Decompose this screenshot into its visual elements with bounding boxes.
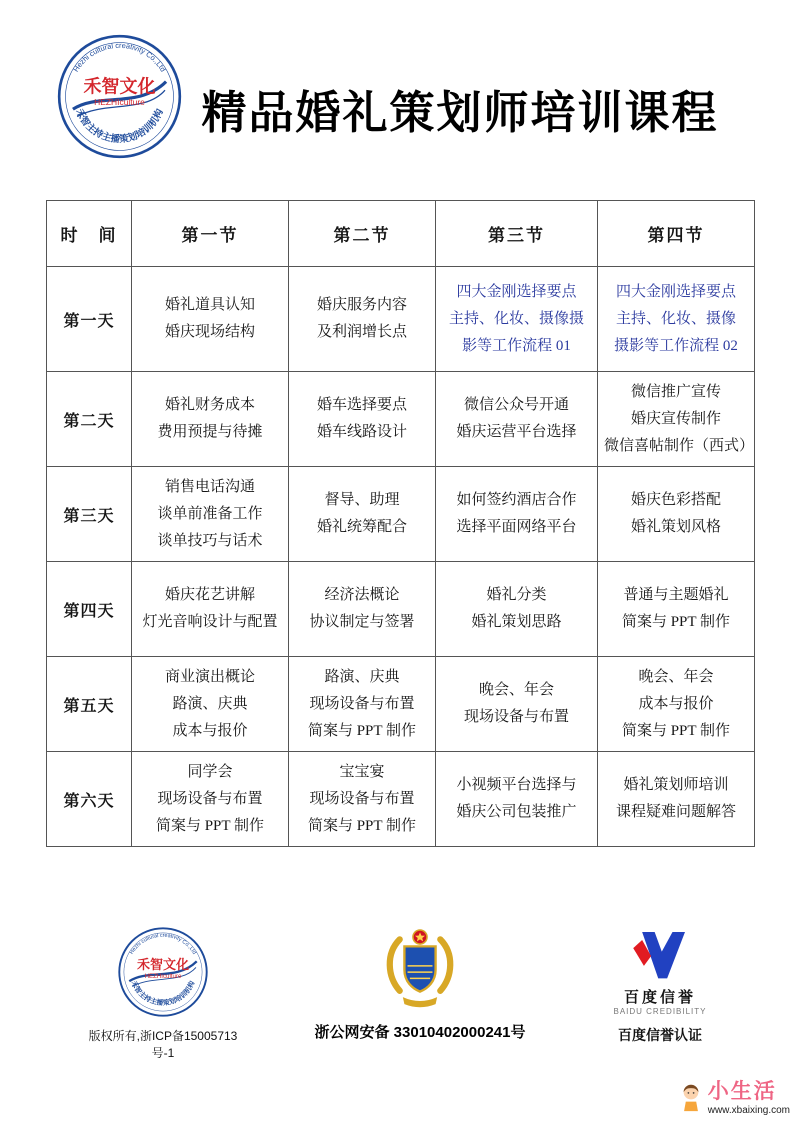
svg-text:Hezhi cultural creativity Co.,: Hezhi cultural creativity Co.,Ltd	[71, 40, 168, 74]
course-cell	[598, 562, 755, 657]
watermark-site-url: www.xbaixing.com	[707, 1105, 790, 1117]
course-line: 微信公众号开通	[463, 397, 569, 413]
baidu-certification-text: 百度信誉认证	[618, 1027, 702, 1043]
day-label: 第三天	[47, 467, 132, 562]
course-line: 宝宝宴	[339, 763, 385, 780]
police-filing-text: 浙公网安备 33010402000241号	[314, 1024, 526, 1041]
course-line: 婚庆宣传制作	[630, 410, 721, 427]
police-badge-icon	[381, 924, 459, 1014]
course-line: 婚礼分类	[486, 587, 547, 603]
watermark-character-icon	[678, 1082, 704, 1116]
course-cell	[436, 657, 598, 752]
table-header-row	[47, 201, 755, 267]
footer	[0, 924, 800, 1064]
svg-text:禾智文化: 禾智文化	[83, 76, 156, 97]
copyright-text: 版权所有,浙ICP备15005713号-1	[88, 1029, 238, 1060]
course-schedule-table	[46, 200, 755, 847]
baidu-credibility-sublabel: BAIDU CREDIBILITY	[613, 1007, 707, 1016]
course-cell	[436, 752, 598, 847]
course-line: 简案与 PPT 制作	[155, 817, 265, 834]
baidu-credibility-icon	[631, 932, 689, 982]
course-line: 婚庆色彩搭配	[630, 492, 721, 508]
course-line: 协议制定与签署	[309, 614, 415, 630]
svg-text:禾智主持主播策划培训机构: 禾智主持主播策划培训机构	[73, 107, 166, 146]
course-cell	[132, 562, 289, 657]
course-cell	[289, 657, 436, 752]
svg-text:HEZHIculture: HEZHIculture	[94, 96, 145, 107]
course-cell	[132, 372, 289, 467]
course-line: 路演、庆典	[172, 695, 248, 712]
course-line: 销售电话沟通	[164, 478, 255, 495]
course-line: 主持、化妆、摄像	[615, 310, 736, 327]
table-row	[47, 467, 755, 562]
course-line: 四大金刚选择要点	[615, 283, 736, 300]
course-line: 商业演出概论	[164, 668, 255, 685]
footer-company-logo	[117, 926, 209, 1018]
course-cell	[289, 372, 436, 467]
day-label: 第一天	[47, 267, 132, 372]
course-line: 现场设备与布置	[309, 790, 415, 807]
course-line: 婚庆公司包装推广	[456, 804, 577, 820]
course-cell	[436, 562, 598, 657]
course-cell	[598, 267, 755, 372]
course-line: 婚庆服务内容	[316, 297, 407, 313]
course-line: 婚车选择要点	[316, 397, 407, 413]
course-cell	[436, 467, 598, 562]
course-line: 成本与报价	[172, 722, 248, 739]
course-line: 简案与 PPT 制作	[307, 722, 417, 739]
course-line: 婚礼财务成本	[164, 397, 255, 413]
course-line: 现场设备与布置	[157, 790, 263, 807]
course-line: 简案与 PPT 制作	[621, 614, 731, 630]
baidu-credibility-label: 百度信誉	[623, 989, 696, 1006]
course-line: 四大金刚选择要点	[456, 283, 577, 300]
course-line: 同学会	[187, 763, 233, 780]
session-column-header: 第三节	[436, 201, 598, 267]
course-line: 现场设备与布置	[309, 695, 415, 712]
course-line: 婚庆运营平台选择	[456, 424, 577, 440]
table-row	[47, 562, 755, 657]
watermark-site-name: 小生活	[707, 1080, 777, 1103]
day-label: 第四天	[47, 562, 132, 657]
table-row	[47, 752, 755, 847]
course-cell	[436, 267, 598, 372]
svg-text:HEZHIculture: HEZHIculture	[144, 973, 182, 981]
watermark	[678, 1080, 790, 1116]
session-column-header: 第二节	[289, 201, 436, 267]
footer-police-block	[295, 924, 545, 1042]
course-line: 简案与 PPT 制作	[621, 722, 731, 739]
table-row	[47, 657, 755, 752]
company-logo	[56, 33, 183, 160]
day-label: 第二天	[47, 372, 132, 467]
course-line: 如何签约酒店合作	[456, 492, 577, 508]
course-cell	[598, 752, 755, 847]
course-line: 婚礼道具认知	[164, 297, 255, 313]
svg-text:禾智文化: 禾智文化	[136, 956, 190, 972]
day-label: 第五天	[47, 657, 132, 752]
course-line: 婚庆花艺讲解	[164, 587, 255, 603]
course-cell	[132, 267, 289, 372]
svg-text:Hezhi cultural creativity Co.,: Hezhi cultural creativity Co.,Ltd	[128, 932, 198, 956]
course-line: 现场设备与布置	[463, 709, 569, 725]
course-line: 小视频平台选择与	[456, 777, 577, 793]
course-cell	[289, 467, 436, 562]
session-column-header: 第四节	[598, 201, 755, 267]
course-line: 成本与报价	[638, 695, 714, 712]
course-cell	[289, 562, 436, 657]
course-line: 路演、庆典	[324, 668, 400, 685]
course-line: 摄影等工作流程 02	[614, 337, 738, 354]
course-line: 普通与主题婚礼	[623, 587, 729, 603]
course-line: 督导、助理	[324, 492, 400, 508]
course-line: 费用预提与待摊	[157, 424, 263, 440]
course-cell	[436, 372, 598, 467]
course-line: 微信喜帖制作（西式）	[604, 437, 755, 454]
course-line: 谈单技巧与话术	[157, 532, 263, 549]
course-line: 经济法概论	[324, 587, 400, 603]
course-line: 选择平面网络平台	[456, 519, 577, 535]
course-line: 婚车线路设计	[316, 424, 407, 440]
course-line: 灯光音响设计与配置	[142, 614, 278, 630]
course-line: 婚礼统筹配合	[316, 519, 407, 535]
course-line: 主持、化妆、摄像摄	[448, 310, 584, 327]
course-line: 微信推广宣传	[630, 383, 721, 400]
course-cell	[598, 372, 755, 467]
course-cell	[598, 657, 755, 752]
course-cell	[132, 467, 289, 562]
page-title: 精品婚礼策划师培训课程	[201, 88, 719, 138]
course-line: 影等工作流程 01	[462, 337, 571, 354]
footer-company-block	[88, 926, 238, 1061]
footer-baidu-block	[580, 932, 740, 1045]
svg-text:禾智主持主播策划培训机构: 禾智主持主播策划培训机构	[129, 980, 197, 1008]
course-line: 谈单前准备工作	[157, 505, 263, 522]
table-row	[47, 372, 755, 467]
course-cell	[289, 267, 436, 372]
course-cell	[132, 752, 289, 847]
time-column-header: 时 间	[47, 201, 132, 267]
course-line: 婚礼策划风格	[630, 519, 721, 535]
course-line: 课程疑难问题解答	[615, 804, 736, 820]
course-line: 简案与 PPT 制作	[307, 817, 417, 834]
course-cell	[598, 467, 755, 562]
course-cell	[132, 657, 289, 752]
course-line: 婚庆现场结构	[164, 324, 255, 340]
day-label: 第六天	[47, 752, 132, 847]
course-line: 婚礼策划思路	[471, 614, 562, 630]
course-line: 及利润增长点	[316, 324, 407, 340]
course-line: 婚礼策划师培训	[623, 777, 729, 793]
course-cell	[289, 752, 436, 847]
course-line: 晚会、年会	[638, 668, 714, 685]
course-line: 晚会、年会	[478, 682, 554, 698]
table-row	[47, 267, 755, 372]
session-column-header: 第一节	[132, 201, 289, 267]
